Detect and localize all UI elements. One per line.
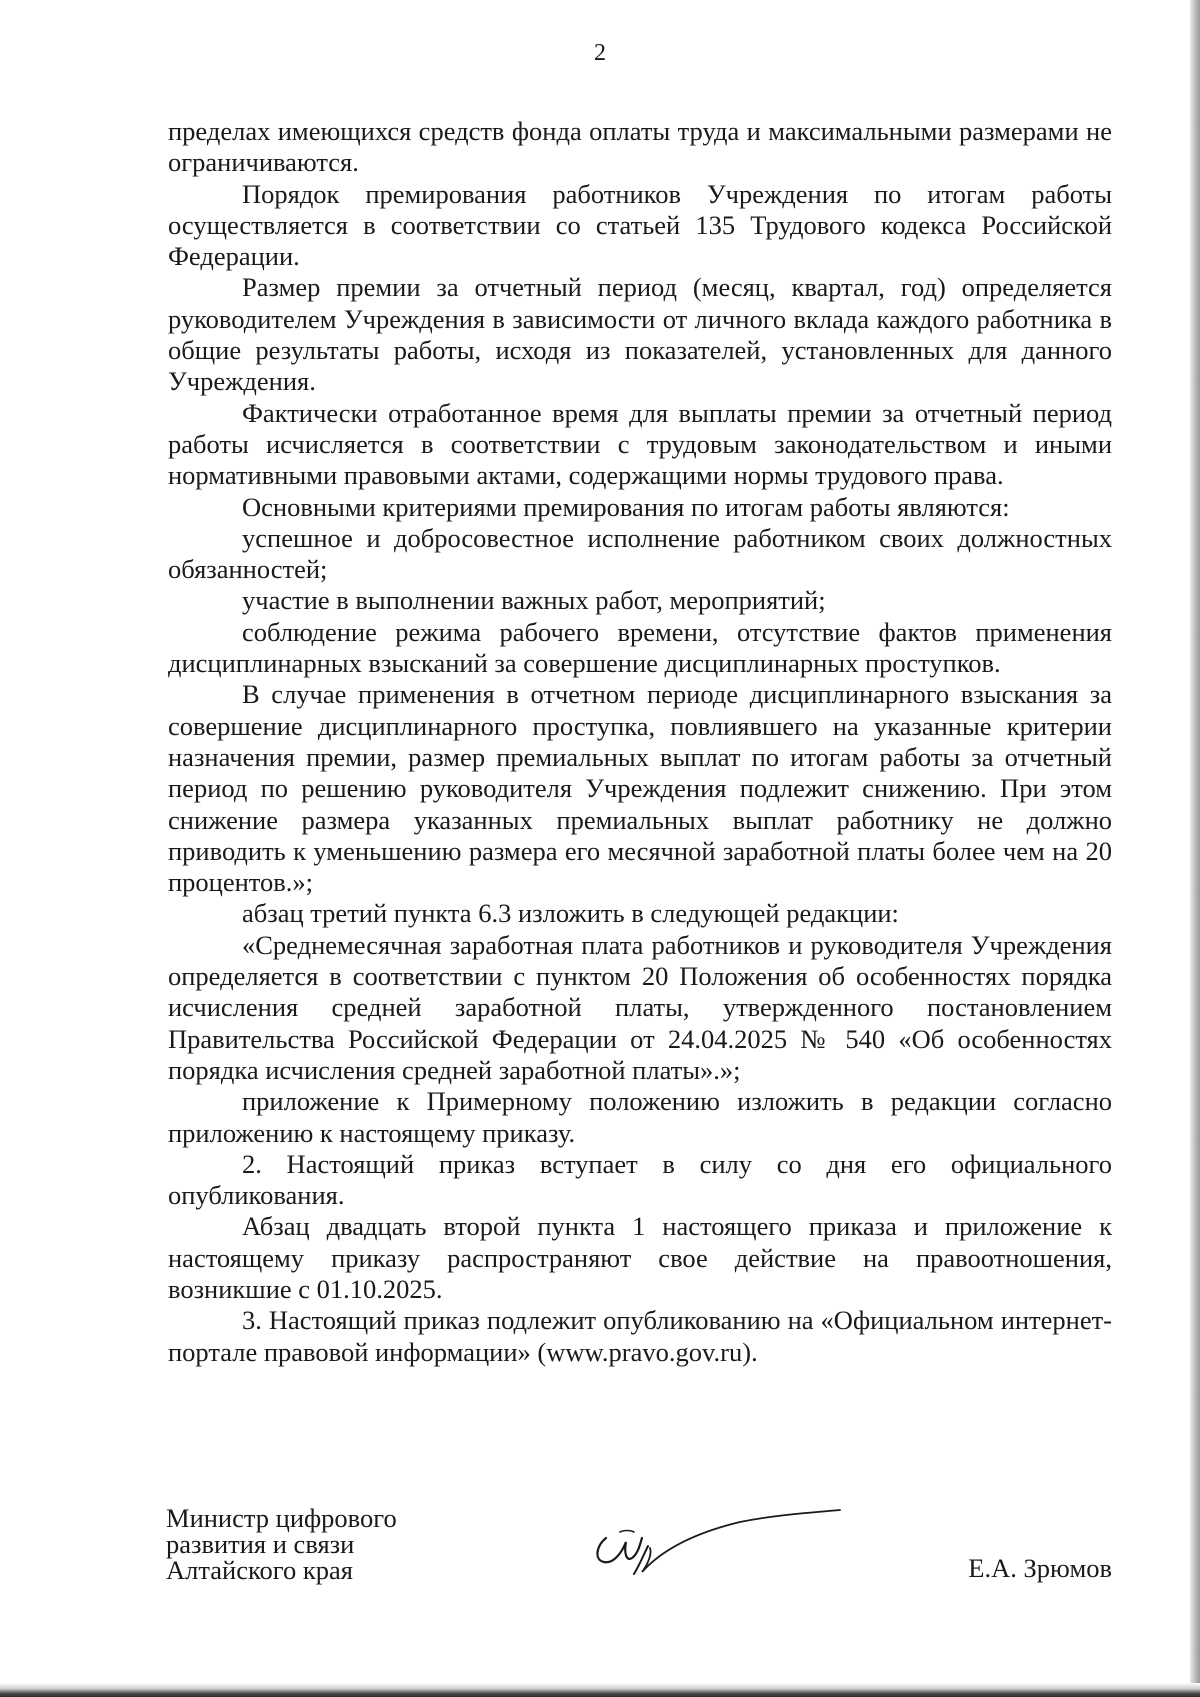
list-item: соблюдение режима рабочего времени, отсутствие фактов применения дисциплинарных взысканий за совершение дисциплинарных проступков.: [168, 616, 1112, 679]
paragraph: приложение к Примерному положению изложить в редакции согласно приложению к настоящему приказу.: [168, 1086, 1112, 1148]
signatory-title-line: Алтайского края: [166, 1555, 353, 1585]
signatory-title-line: Министр цифрового: [166, 1503, 397, 1533]
paragraph: «Среднемесячная заработная плата работников и руководителя Учреждения определяется в соответствии с пунктом 20 Положения об особенностях порядка исчисления средней заработной платы, утвержденного постановлением Правительства Российской Федерации от 24.04.2025 № 540 «Об особенностях порядка исчисления средней заработной платы».»;: [168, 929, 1112, 1085]
paragraph: В случае применения в отчетном периоде дисциплинарного взыскания за совершение дисциплинарного проступка, повлиявшего на указанные критерии назначения премии, размер премиальных выплат по итогам работы за отчетный период по решению руководителя Учреждения подлежит снижению. При этом снижение размера указанных премиальных выплат работнику не должно приводить к уменьшению размера его месячной заработной платы более чем на 20 процентов.»;: [168, 679, 1112, 898]
signatory-title: [166, 1505, 397, 1583]
paragraph: пределах имеющихся средств фонда оплаты труда и максимальными размерами не ограничиваются.: [168, 116, 1112, 178]
page-number: 2: [594, 40, 606, 66]
list-item: успешное и добросовестное исполнение работником своих должностных обязанностей;: [168, 522, 1112, 585]
scan-edge-bottom: [0, 1683, 1200, 1697]
paragraph: Основными критериями премирования по итогам работы являются:: [242, 491, 1010, 522]
signatory-name: Е.А. Зрюмов: [968, 1553, 1112, 1583]
paragraph: 2. Настоящий приказ вступает в силу со дня его официального опубликования.: [168, 1148, 1112, 1211]
scan-edge-right: [1190, 0, 1200, 1697]
paragraph: абзац третий пункта 6.3 изложить в следующей редакции:: [242, 898, 899, 929]
document-body: [168, 116, 1112, 1368]
paragraph: Абзац двадцать второй пункта 1 настоящего приказа и приложение к настоящему приказу распространяют свое действие на правоотношения, возникшие с 01.10.2025.: [168, 1211, 1112, 1304]
paragraph: Фактически отработанное время для выплаты премии за отчетный период работы исчисляется в соответствии с трудовым законодательством и иными нормативными правовыми актами, содержащими нормы трудового права.: [168, 397, 1112, 491]
signatory-title-line: развития и связи: [166, 1529, 355, 1559]
paragraph: Размер премии за отчетный период (месяц, квартал, год) определяется руководителем Учреждения в зависимости от личного вклада каждого работника в общие результаты работы, исходя из показателей, установленных для данного Учреждения.: [168, 272, 1112, 397]
paragraph: Порядок премирования работников Учреждения по итогам работы осуществляется в соответствии со статьей 135 Трудового кодекса Российской Федерации.: [168, 178, 1112, 272]
paragraph: 3. Настоящий приказ подлежит опубликованию на «Официальном интернет-портале правовой информации» (www.pravo.gov.ru).: [168, 1305, 1112, 1367]
handwritten-signature: [590, 1508, 850, 1578]
list-item: участие в выполнении важных работ, мероприятий;: [242, 585, 826, 616]
